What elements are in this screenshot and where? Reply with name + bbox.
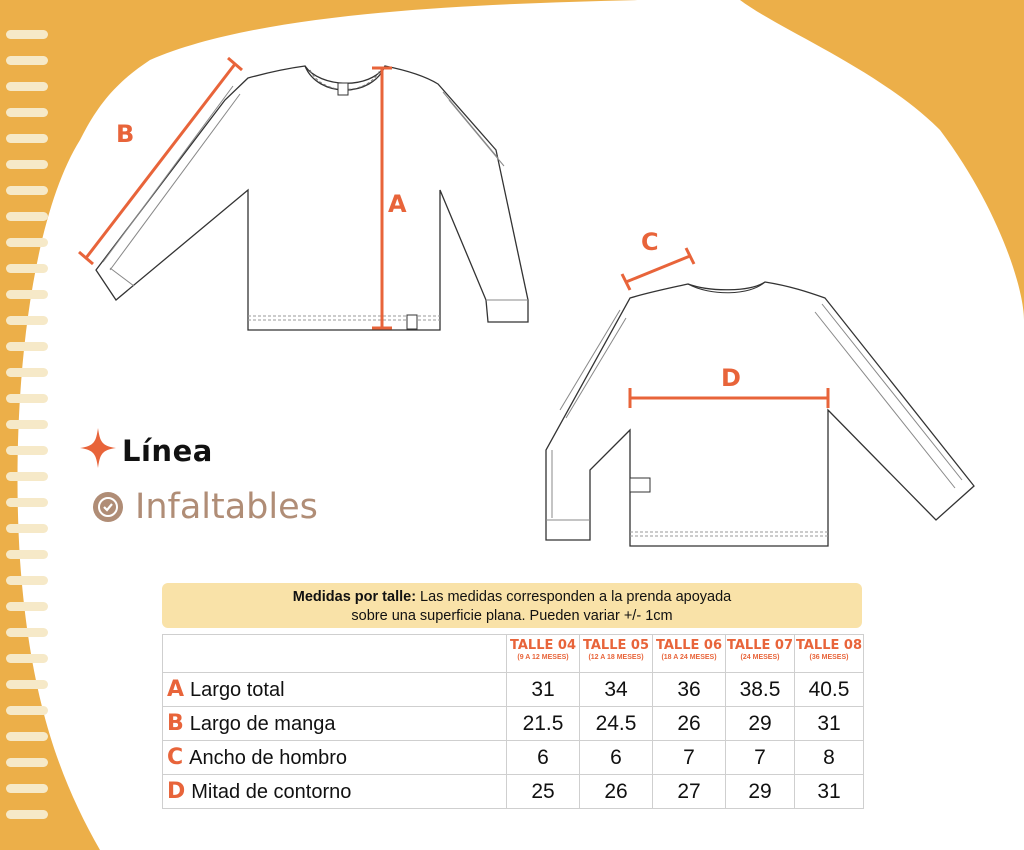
star-icon xyxy=(80,428,116,468)
table-cell: 6 xyxy=(507,741,580,775)
table-header-talle-08: TALLE 08 (36 MESES) xyxy=(795,635,864,673)
label-b: B xyxy=(116,120,135,148)
row-label: C Ancho de hombro xyxy=(163,741,507,775)
table-cell: 31 xyxy=(795,775,864,809)
table-cell: 26 xyxy=(580,775,653,809)
table-cell: 26 xyxy=(653,707,726,741)
row-label: D Mitad de contorno xyxy=(163,775,507,809)
table-cell: 24.5 xyxy=(580,707,653,741)
table-cell: 29 xyxy=(726,775,795,809)
table-row xyxy=(163,673,864,707)
table-row xyxy=(163,707,864,741)
label-c: C xyxy=(641,228,659,256)
table-header-row xyxy=(163,635,864,673)
note-text-1: Las medidas corresponden a la prenda apoyada xyxy=(416,589,732,605)
table-row xyxy=(163,741,864,775)
table-header-talle-06: TALLE 06 (18 A 24 MESES) xyxy=(653,635,726,673)
brand-line: Línea xyxy=(122,434,213,468)
table-cell: 40.5 xyxy=(795,673,864,707)
table-cell: 31 xyxy=(795,707,864,741)
table-cell: 25 xyxy=(507,775,580,809)
table-header-talle-07: TALLE 07 (24 MESES) xyxy=(726,635,795,673)
table-cell: 36 xyxy=(653,673,726,707)
table-cell: 31 xyxy=(507,673,580,707)
table-row xyxy=(163,775,864,809)
note-title: Medidas por talle: xyxy=(292,589,417,605)
table-header-talle-05: TALLE 05 (12 A 18 MESES) xyxy=(580,635,653,673)
measurements-note xyxy=(162,583,862,628)
size-table xyxy=(162,634,864,809)
table-cell: 34 xyxy=(580,673,653,707)
table-cell: 7 xyxy=(726,741,795,775)
row-label: B Largo de manga xyxy=(163,707,507,741)
table-cell: 21.5 xyxy=(507,707,580,741)
table-header-empty xyxy=(163,635,507,673)
table-cell: 27 xyxy=(653,775,726,809)
table-cell: 38.5 xyxy=(726,673,795,707)
table-cell: 7 xyxy=(653,741,726,775)
table-cell: 29 xyxy=(726,707,795,741)
brand-subline: Infaltables xyxy=(135,487,318,527)
note-text-2: sobre una superficie plana. Pueden variar +/- 1cm xyxy=(351,608,673,624)
table-cell: 6 xyxy=(580,741,653,775)
table-cell: 8 xyxy=(795,741,864,775)
table-header-talle-04: TALLE 04 (9 A 12 MESES) xyxy=(507,635,580,673)
label-a: A xyxy=(388,190,407,218)
check-circle-icon xyxy=(92,491,124,523)
label-d: D xyxy=(721,364,741,392)
row-label: A Largo total xyxy=(163,673,507,707)
